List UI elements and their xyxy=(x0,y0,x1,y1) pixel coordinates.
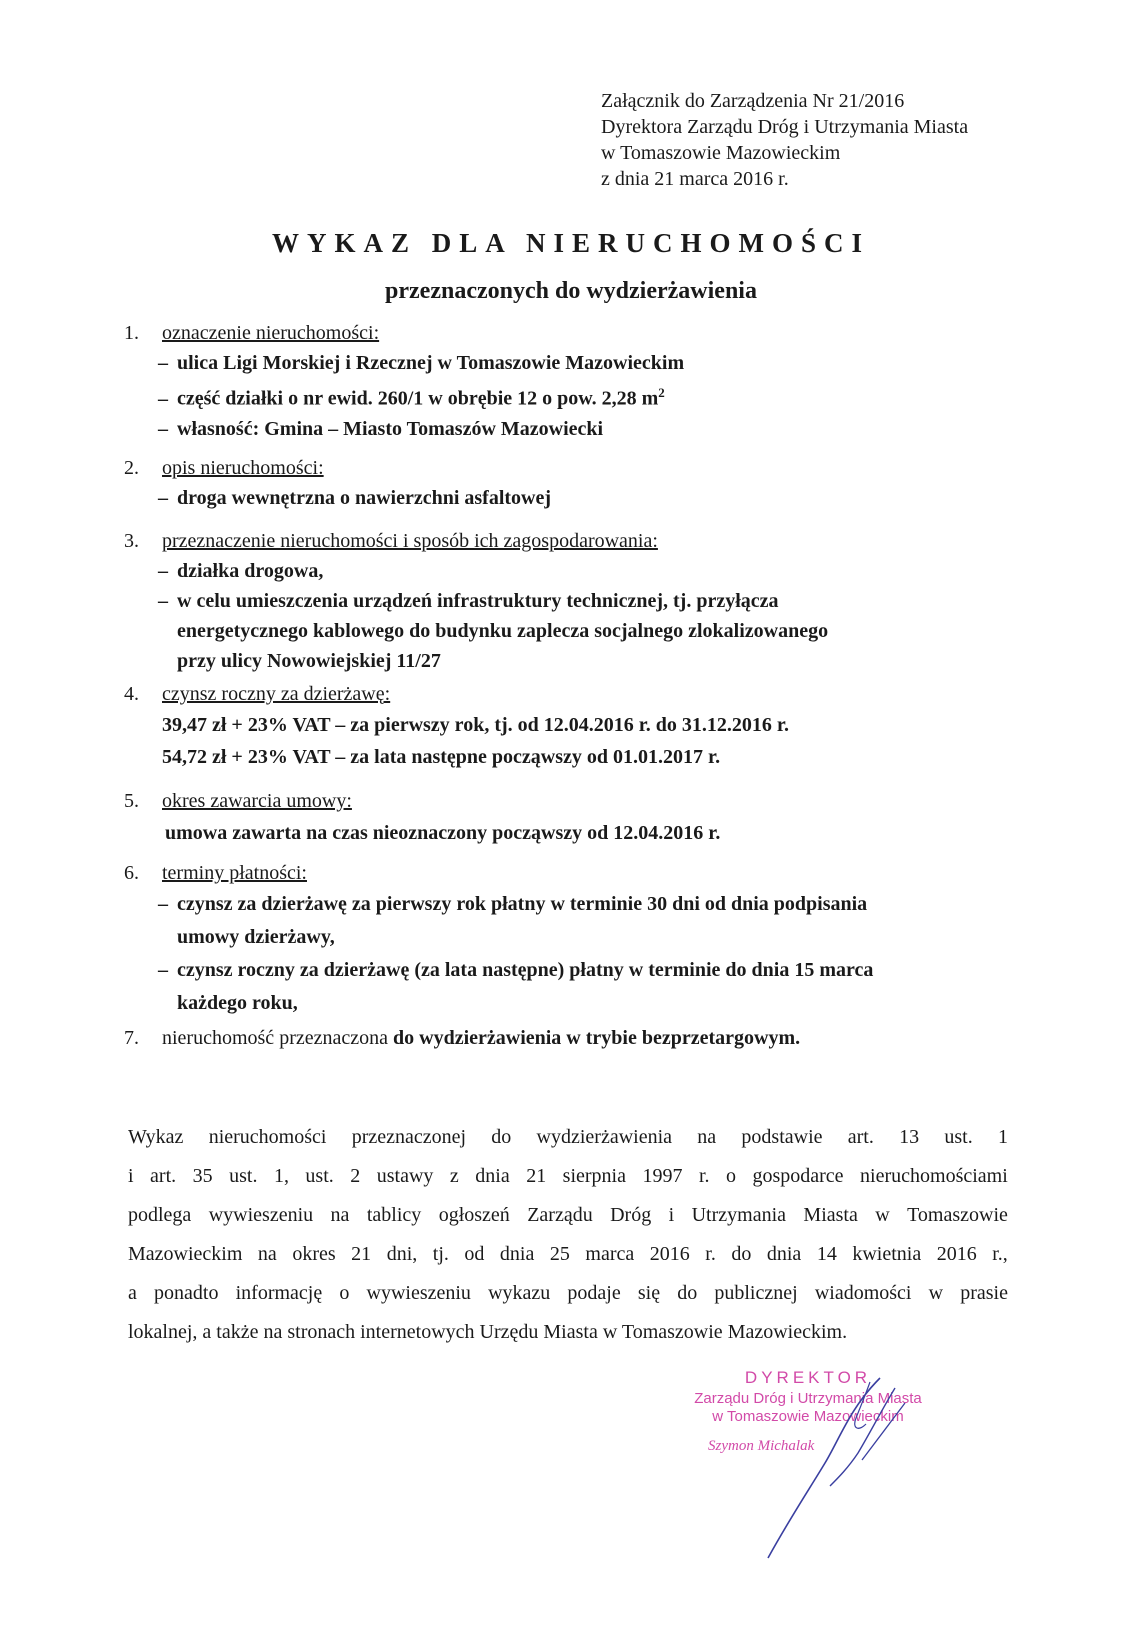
section-property-description: 2. opis nieruchomości: – droga wewnętrzna o nawierzchni asfaltowej xyxy=(124,453,1024,513)
closing-line: lokalnej, a także na stronach internetowych Urzędu Miasta w Tomaszowie Mazowieckim. xyxy=(128,1321,848,1343)
stamp-name: Szymon Michalak xyxy=(708,1438,815,1454)
section-number: 2. xyxy=(124,457,139,479)
superscript: 2 xyxy=(658,385,665,400)
attachment-note-line: w Tomaszowie Mazowieckim xyxy=(601,142,841,164)
closing-line: podlega wywieszeniu na tablicy ogłoszeń Zarządu Dróg i Utrzymania Miasta w Tomaszowie xyxy=(128,1204,1008,1226)
section-line: własność: Gmina – Miasto Tomaszów Mazowiecki xyxy=(177,417,604,440)
handwritten-signature xyxy=(730,1368,930,1568)
attachment-note-line: z dnia 21 marca 2016 r. xyxy=(601,168,789,190)
section-number: 6. xyxy=(124,862,139,884)
attachment-note xyxy=(601,88,1061,192)
attachment-note-line: Dyrektora Zarządu Dróg i Utrzymania Miasta xyxy=(601,116,969,138)
rent-line: 39,47 zł + 23% VAT – za pierwszy rok, tj. od 12.04.2016 r. do 31.12.2016 r. xyxy=(162,714,789,736)
section-line: umowa zawarta na czas nieoznaczony począwszy od 12.04.2016 r. xyxy=(165,822,721,844)
stamp-line: Zarządu Dróg i Utrzymania Miasta xyxy=(694,1390,922,1407)
section-text-bold: do wydzierżawienia w trybie bezprzetargowym. xyxy=(393,1027,801,1049)
section-line: część działki o nr ewid. 260/1 w obrębie 12 o pow. 2,28 m xyxy=(177,387,659,410)
closing-line: a ponadto informację o wywieszeniu wykazu podaje się do publicznej wiadomości w prasie xyxy=(128,1282,1008,1304)
rent-line: 54,72 zł + 23% VAT – za lata następne począwszy od 01.01.2017 r. xyxy=(162,746,721,768)
section-line: czynsz za dzierżawę za pierwszy rok płatny w terminie 30 dni od dnia podpisania xyxy=(177,893,868,915)
section-number: 7. xyxy=(124,1027,139,1049)
section-line: ulica Ligi Morskiej i Rzecznej w Tomaszowie Mazowieckim xyxy=(177,352,685,374)
section-label: oznaczenie nieruchomości: xyxy=(162,322,380,344)
section-number: 4. xyxy=(124,683,139,705)
section-label: czynsz roczny za dzierżawę: xyxy=(162,683,391,705)
closing-line: Mazowieckim na okres 21 dni, tj. od dnia 25 marca 2016 r. do dnia 14 kwietnia 2016 r., xyxy=(128,1243,1008,1265)
section-line: działka drogowa, xyxy=(177,560,324,582)
section-payment-terms: 6. terminy płatności: – czynsz za dzierżawę za pierwszy rok płatny w terminie 30 dni od dnia podpisania umowy dzierżawy, – czynsz roczny za dzierżawę (za lata następne) płatny w terminie do dnia 15 marca każdego roku, xyxy=(124,858,1024,1020)
section-line: umowy dzierżawy, xyxy=(177,926,335,948)
section-label: opis nieruchomości: xyxy=(162,457,324,479)
closing-paragraph xyxy=(128,1118,1008,1352)
section-line: droga wewnętrzna o nawierzchni asfaltowej xyxy=(177,487,552,509)
section-line: w celu umieszczenia urządzeń infrastruktury technicznej, tj. przyłącza xyxy=(177,590,779,612)
document-subtitle: przeznaczonych do wydzierżawienia xyxy=(385,278,757,304)
section-label: okres zawarcia umowy: xyxy=(162,790,352,812)
section-number: 1. xyxy=(124,322,139,344)
section-number: 5. xyxy=(124,790,139,812)
section-line: każdego roku, xyxy=(177,992,298,1014)
stamp-title: DYREKTOR xyxy=(744,1368,872,1387)
section-line: czynsz roczny za dzierżawę (za lata następne) płatny w terminie do dnia 15 marca xyxy=(177,959,874,981)
section-contract-period xyxy=(124,786,1024,850)
closing-line: i art. 35 ust. 1, ust. 2 ustawy z dnia 21 sierpnia 1997 r. o gospodarce nieruchomościami xyxy=(128,1165,1008,1187)
section-label: terminy płatności: xyxy=(162,862,307,884)
document-title: WYKAZ DLA NIERUCHOMOŚCI xyxy=(271,228,871,258)
section-property-designation: 1. oznaczenie nieruchomości: – ulica Ligi Morskiej i Rzecznej w Tomaszowie Mazowieckim – część działki o nr ewid. 260/1 w obrębie 12 o pow. 2,28 $m^2$ – własność: Gmina – Miasto Tomaszów Mazowiecki xyxy=(124,318,1024,444)
section-lease-mode xyxy=(124,1023,1024,1053)
section-line: energetycznego kablowego do budynku zaplecza socjalnego zlokalizowanego xyxy=(177,620,829,642)
stamp-line: w Tomaszowie Mazowieckim xyxy=(712,1408,904,1425)
section-text: nieruchomość przeznaczona xyxy=(162,1027,393,1049)
section-annual-rent xyxy=(124,679,1024,773)
attachment-note-line: Załącznik do Zarządzenia Nr 21/2016 xyxy=(601,90,905,112)
section-property-purpose: 3. przeznaczenie nieruchomości i sposób ich zagospodarowania: – działka drogowa, – w celu umieszczenia urządzeń infrastruktury technicznej, tj. przyłącza energetycznego kablowego do budynku zaplecza socjalnego zlokalizowanego przy ulicy Nowowiejskiej 11/27 xyxy=(124,526,1024,676)
section-number: 3. xyxy=(124,530,139,552)
section-label: przeznaczenie nieruchomości i sposób ich zagospodarowania: xyxy=(162,530,658,552)
section-line: przy ulicy Nowowiejskiej 11/27 xyxy=(177,650,441,672)
closing-line: Wykaz nieruchomości przeznaczonej do wydzierżawienia na podstawie art. 13 ust. 1 xyxy=(128,1126,1008,1148)
